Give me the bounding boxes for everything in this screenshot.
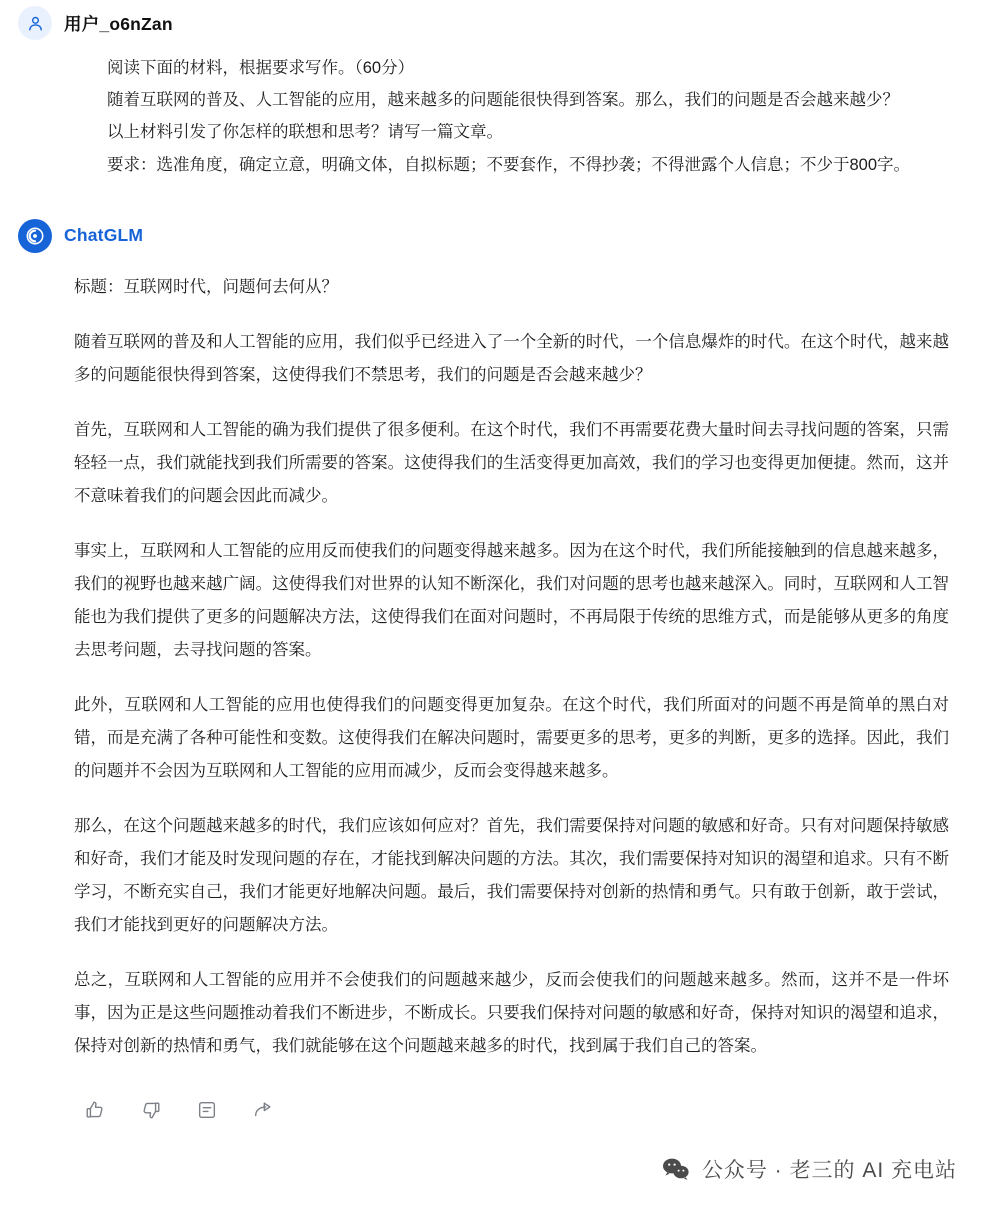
assistant-paragraph: 那么，在这个问题越来越多的时代，我们应该如何应对？首先，我们需要保持对问题的敏感和好奇。只有对问题保持敏感和好奇，我们才能及时发现问题的存在，才能找到解决问题的方法。其次，我们需要保持对知识的渴望和追求。只有不断学习，不断充实自己，我们才能更好地解决问题。最后，我们需要保持对创新的热情和勇气。只有敢于创新，敢于尝试，我们才能找到更好的问题解决方法。 xyxy=(74,816,949,934)
assistant-title: 标题：互联网时代，问题何去何从？ xyxy=(74,277,338,296)
assistant-message-body xyxy=(18,257,965,1063)
share-icon[interactable] xyxy=(250,1097,276,1123)
assistant-paragraph: 首先，互联网和人工智能的确为我们提供了很多便利。在这个时代，我们不再需要花费大量时间去寻找问题的答案，只需轻轻一点，我们就能找到我们所需要的答案。这使得我们的生活变得更加高效，我们的学习也变得更加便捷。然而，这并不意味着我们的问题会因此而减少。 xyxy=(74,420,949,505)
user-paragraph: 要求：选准角度，确定立意，明确文体，自拟标题；不要套作，不得抄袭；不得泄露个人信息；不少于800字。 xyxy=(107,155,911,174)
user-name: 用户_o6nZan xyxy=(64,13,173,34)
assistant-paragraph: 事实上，互联网和人工智能的应用反而使我们的问题变得越来越多。因为在这个时代，我们所能接触到的信息越来越多，我们的视野也越来越广阔。这使得我们对世界的认知不断深化，我们对问题的思考也越来越深入。同时，互联网和人工智能也为我们提供了更多的问题解决方法，这使得我们在面对问题时，不再局限于传统的思维方式，而是能够从更多的角度去思考问题，去寻找问题的答案。 xyxy=(74,541,949,659)
watermark-text: 公众号 · 老三的 AI 充电站 xyxy=(701,1159,957,1182)
user-message-body xyxy=(18,44,965,185)
user-paragraph: 阅读下面的材料，根据要求写作。（60分） xyxy=(107,59,415,77)
thumbs-up-icon[interactable] xyxy=(82,1097,108,1123)
assistant-message xyxy=(18,219,965,1123)
thumbs-down-icon[interactable] xyxy=(138,1097,164,1123)
assistant-paragraph: 此外，互联网和人工智能的应用也使得我们的问题变得更加复杂。在这个时代，我们所面对的问题不再是简单的黑白对错，而是充满了各种可能性和变数。这使得我们在解决问题时，需要更多的思考，更多的判断，更多的选择。因此，我们的问题并不会因为互联网和人工智能的应用而减少，反而会变得越来越多。 xyxy=(74,695,949,780)
message-action-bar xyxy=(18,1077,965,1123)
chatglm-logo-icon xyxy=(24,225,46,247)
user-paragraph: 随着互联网的普及、人工智能的应用，越来越多的问题能很快得到答案。那么，我们的问题是否会越来越少？ xyxy=(107,91,899,110)
avatar xyxy=(18,6,52,40)
user-paragraph: 以上材料引发了你怎样的联想和思考？请写一篇文章。 xyxy=(107,123,503,142)
person-icon xyxy=(26,14,45,33)
wechat-icon xyxy=(662,1157,690,1181)
assistant-paragraph: 随着互联网的普及和人工智能的应用，我们似乎已经进入了一个全新的时代，一个信息爆炸的时代。在这个时代，越来越多的问题能很快得到答案，这使得我们不禁思考，我们的问题是否会越来越少？ xyxy=(74,332,949,384)
watermark xyxy=(662,1154,957,1184)
user-message xyxy=(18,6,965,185)
assistant-paragraph: 总之，互联网和人工智能的应用并不会使我们的问题越来越少，反而会使我们的问题越来越多。然而，这并不是一件坏事，因为正是这些问题推动着我们不断进步，不断成长。只要我们保持对问题的敏感和好奇，保持对知识的渴望和追求，保持对创新的热情和勇气，我们就能够在这个问题越来越多的时代，找到属于我们自己的答案。 xyxy=(74,970,949,1055)
avatar xyxy=(18,219,52,253)
copy-icon[interactable] xyxy=(194,1097,220,1123)
assistant-message-header xyxy=(18,219,965,253)
user-message-header xyxy=(18,6,965,40)
assistant-name: ChatGLM xyxy=(64,225,144,246)
